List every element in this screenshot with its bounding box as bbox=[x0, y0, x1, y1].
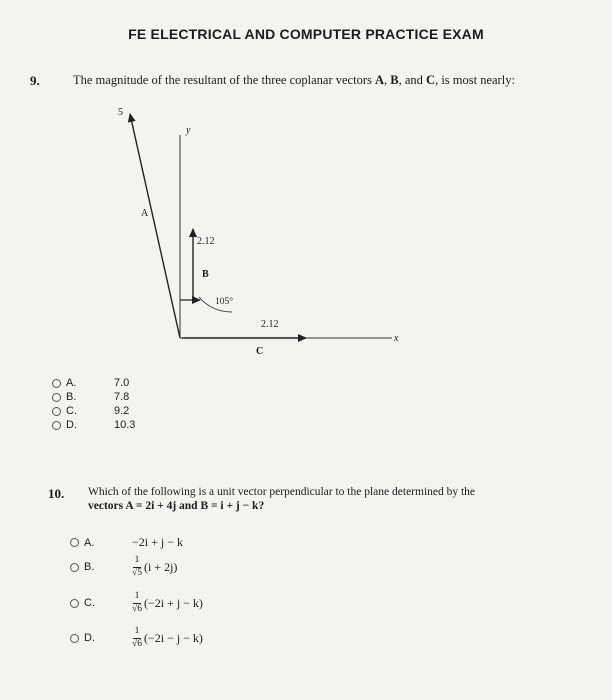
radio-button[interactable] bbox=[52, 393, 61, 402]
radio-button[interactable] bbox=[70, 634, 79, 643]
vector-a-arrow bbox=[130, 114, 180, 338]
diagram-label-a: A bbox=[141, 208, 149, 219]
question-9-number: 9. bbox=[30, 73, 40, 88]
diagram-label-c: C bbox=[256, 346, 264, 357]
q9-option-d[interactable]: D. 10.3 bbox=[52, 419, 135, 431]
q10-option-b[interactable]: B. $\frac{1}{√5}$ (i + 2j) bbox=[70, 556, 177, 578]
question-10-line-2: vectors A = 2i + 4j and B = i + j − k? bbox=[88, 500, 265, 512]
q9-option-c[interactable]: C. 9.2 bbox=[52, 405, 129, 417]
radio-button[interactable] bbox=[52, 407, 61, 416]
diagram-label-b-magnitude: 2.12 bbox=[197, 236, 215, 247]
q10-option-d[interactable]: D. $\frac{1}{√6}$ (−2i − j − k) bbox=[70, 627, 203, 649]
q10-option-c[interactable]: C. $\frac{1}{√6}$ (−2i + j − k) bbox=[70, 592, 203, 614]
q9-option-a[interactable]: A. 7.0 bbox=[52, 377, 129, 389]
diagram-label-angle: 105° bbox=[215, 297, 234, 307]
question-9-text: The magnitude of the resultant of the three coplanar vectors A, B, and C, is most nearly: bbox=[73, 73, 515, 87]
diagram-label-y: y bbox=[186, 125, 191, 136]
diagram-label-b: B bbox=[202, 269, 209, 280]
page-title: FE ELECTRICAL AND COMPUTER PRACTICE EXAM bbox=[128, 26, 484, 42]
diagram-label-c-magnitude: 2.12 bbox=[261, 319, 279, 330]
radio-button[interactable] bbox=[52, 421, 61, 430]
question-10-number: 10. bbox=[48, 486, 65, 501]
radio-button[interactable] bbox=[70, 563, 79, 572]
radio-button[interactable] bbox=[52, 379, 61, 388]
q10-option-c-expression: $\frac{1}{√6}$ (−2i + j − k) bbox=[132, 591, 203, 614]
fraction: $\frac{1}{√6}$ bbox=[132, 626, 142, 649]
question-10-line-1: Which of the following is a unit vector perpendicular to the plane determined by the bbox=[88, 486, 476, 498]
diagram-label-x: x bbox=[394, 333, 399, 344]
fraction: $\frac{1}{√6}$ bbox=[132, 591, 142, 614]
q10-option-b-expression: $\frac{1}{√5}$ (i + 2j) bbox=[132, 555, 178, 578]
radio-button[interactable] bbox=[70, 599, 79, 608]
diagram-label-top: 5 bbox=[118, 107, 123, 118]
fraction: $\frac{1}{√5}$ bbox=[132, 555, 142, 578]
q10-option-d-expression: $\frac{1}{√6}$ (−2i − j − k) bbox=[132, 626, 203, 649]
radio-button[interactable] bbox=[70, 538, 79, 547]
q10-option-a[interactable]: A. −2i + j − k bbox=[70, 535, 183, 550]
q9-option-b[interactable]: B. 7.8 bbox=[52, 391, 129, 403]
